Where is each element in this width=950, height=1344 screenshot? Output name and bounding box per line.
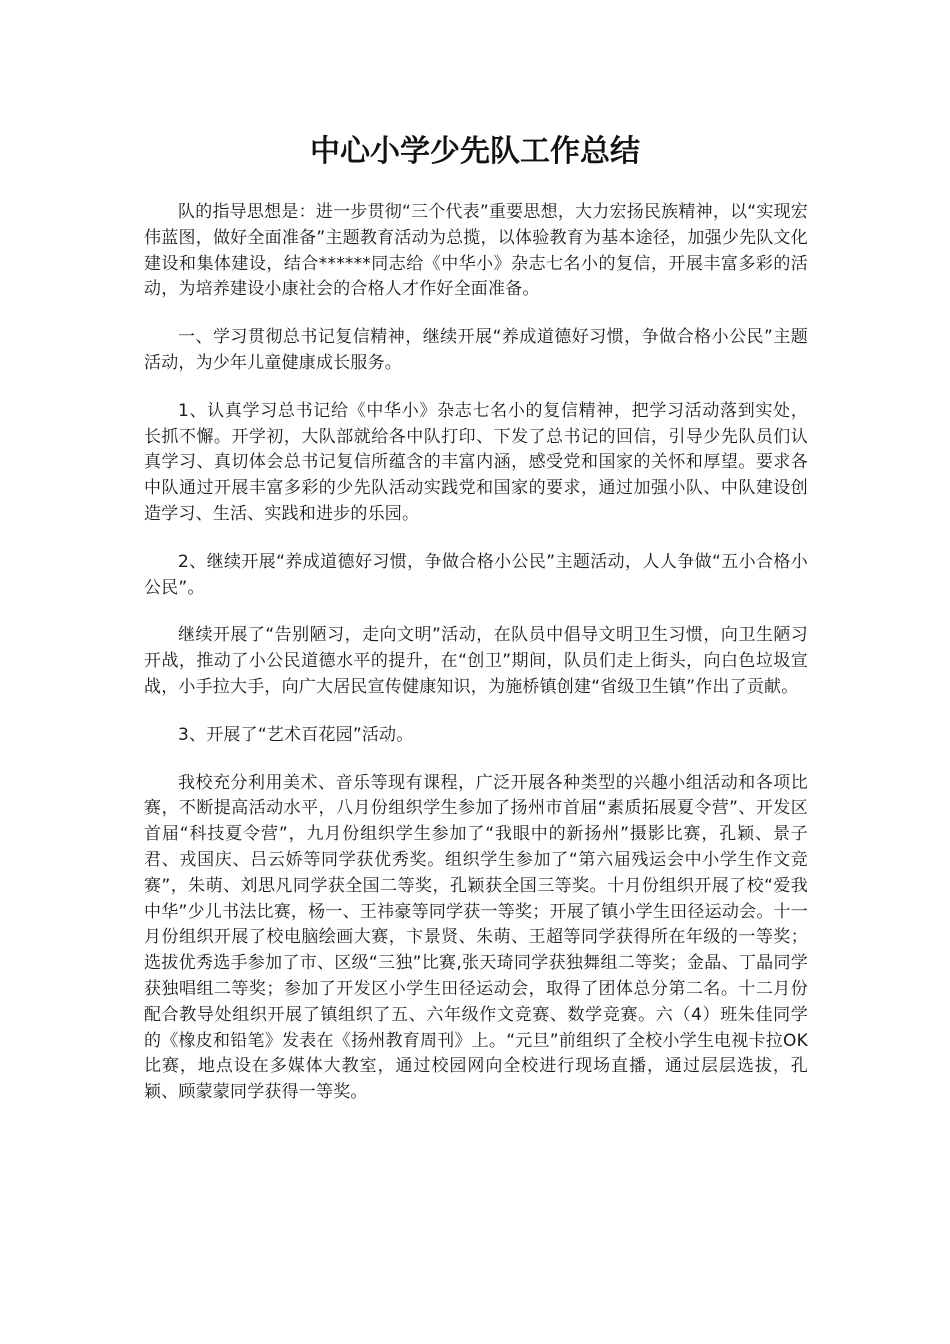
paragraph-civilization-activity: 继续开展了“告别陋习，走向文明”活动，在队员中倡导文明卫生习惯，向卫生陋习开战，推动了小公民道德水平的提升，在“创卫”期间，队员们走上街头，向白色垃圾宣战，小手拉大手，向广大居民宣传健康知识，为施桥镇创建“省级卫生镇”作出了贡献。: [144, 625, 808, 697]
paragraph-item-one: 1、认真学习总书记给《中华小》杂志七名小的复信精神，把学习活动落到实处，长抓不懈。开学初，大队部就给各中队打印、下发了总书记的回信，引导少先队员们认真学习、真切体会总书记复信所蕴含的丰富内涵，感受党和国家的关怀和厚望。要求各中队通过开展丰富多彩的少先队活动实践党和国家的要求，通过加强小队、中队建设创造学习、生活、实践和进步的乐园。: [144, 400, 808, 524]
document-title: 中心小学少先队工作总结: [310, 134, 640, 169]
paragraph-guiding-ideology: 队的指导思想是：进一步贯彻“三个代表”重要思想，大力宏扬民族精神，以“实现宏伟蓝图，做好全面准备”主题教育活动为总揽，以体验教育为基本途径，加强少先队文化建设和集体建设，结合******同志给《中华小》杂志七名小的复信，开展丰富多彩的活动，为培养建设小康社会的合格人才作好全面准备。: [144, 202, 808, 300]
paragraph-art-activities: 我校充分利用美术、音乐等现有课程，广泛开展各种类型的兴趣小组活动和各项比赛，不断提高活动水平，八月份组织学生参加了扬州市首届“素质拓展夏令营”、开发区首届“科技夏令营”，九月份组织学生参加了“我眼中的新扬州”摄影比赛，孔颖、景子君、戎国庆、吕云娇等同学获优秀奖。组织学生参加了“第六届残运会中小学生作文竞赛”，朱萌、刘思凡同学获全国二等奖，孔颖获全国三等奖。十月份组织开展了校“爱我中华”少儿书法比赛，杨一、王祎豪等同学获一等奖；开展了镇小学生田径运动会。十一月份组织开展了校电脑绘画大赛，卞景贤、朱萌、王超等同学获得所在年级的一等奖；选拔优秀选手参加了市、区级“三独”比赛,张天琦同学获独舞组二等奖；金晶、丁晶同学获独唱组二等奖；参加了开发区小学生田径运动会，取得了团体总分第二名。十二月份配合教导处组织开展了镇组织了五、六年级作文竞赛、数学竞赛。六（4）班朱佳同学的《橡皮和铅笔》发表在《扬州教育周刊》上。“元旦”前组织了全校小学生电视卡拉OK比赛，地点设在多媒体大教室，通过校园网向全校进行现场直播，通过层层选拔，孔颖、顾蒙蒙同学获得一等奖。: [144, 772, 808, 1103]
paragraph-item-three: 3、开展了“艺术百花园”活动。: [178, 724, 414, 745]
paragraph-item-two: 2、继续开展“养成道德好习惯，争做合格小公民”主题活动，人人争做“五小合格小公民”。: [144, 551, 808, 598]
paragraph-section-one-heading: 一、学习贯彻总书记复信精神，继续开展“养成道德好习惯，争做合格小公民”主题活动，为少年儿童健康成长服务。: [144, 327, 808, 373]
document-body: [144, 200, 808, 1128]
